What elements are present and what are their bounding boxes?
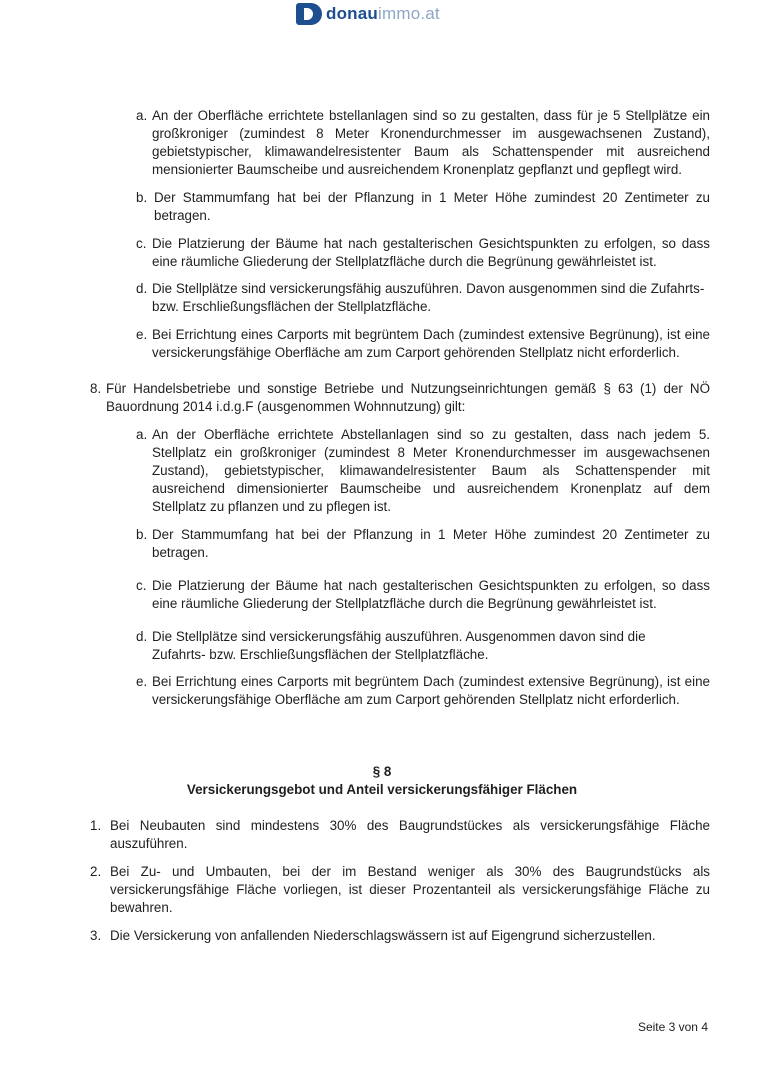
item-8: [90, 380, 710, 416]
list-label: a.: [136, 427, 148, 442]
list-text: Der Stammumfang hat bei der Pflanzung in 1 Meter Höhe zumindest 20 Zentimeter zu betragen.: [152, 527, 710, 560]
list7-item-b: [136, 189, 710, 225]
logo-suffix: immo.at: [378, 4, 440, 23]
list-label: 3.: [90, 928, 102, 943]
list-text: Bei Zu- und Umbauten, bei der im Bestand weniger als 30% des Baugrundstücks als versickerungsfähige Fläche vorliegen, ist dieser Prozentanteil als versickerungsfähige Fläche zu bewahren.: [110, 864, 710, 915]
list-label: 1.: [90, 818, 102, 833]
section-title: Versickerungsgebot und Anteil versickerungsfähiger Flächen: [186, 782, 578, 797]
list-label: c.: [136, 578, 147, 593]
list7-item-c: [136, 235, 710, 271]
list-text: Die Versickerung von anfallenden Niederschlagswässern ist auf Eigengrund sicherzustellen.: [110, 928, 656, 943]
list7-item-d: [136, 280, 710, 316]
list-label: d.: [136, 629, 148, 644]
list-text: An der Oberfläche errichtete Abstellanlagen sind so zu gestalten, dass nach jedem 5. Stellplatz ein großkroniger (zumindest 8 Meter Kronendurchmesser im ausgewachsenen Zustand), gebietstypischer, klimawandelresistenter Baum als Schattenspender mit ausreichend dimensionierter Baumscheibe und ausreichendem Kronenplatz auf dem Stellplatz zu pflanzen und zu pflegen ist.: [152, 427, 710, 514]
list-label: 8.: [90, 381, 102, 396]
list8-item-c: [136, 577, 710, 613]
section8-item-3: [90, 927, 710, 945]
list7-item-a: [136, 107, 710, 179]
list-text: Die Platzierung der Bäume hat nach gestalterischen Gesichtspunkten zu erfolgen, so dass eine räumliche Gliederung der Stellplatzfläche durch die Begrünung gewährleistet ist.: [152, 236, 710, 269]
logo-text: [326, 4, 440, 24]
list-label: c.: [136, 236, 147, 251]
list-text: Die Stellplätze sind versickerungsfähig auszuführen. Davon ausgenommen sind die Zufahrts- bzw. Erschließungsflächen der Stellplatzfläche.: [152, 281, 705, 314]
list-text: Bei Errichtung eines Carports mit begrüntem Dach (zumindest extensive Begrünung), ist eine versickerungsfähige Oberfläche am zum Carport gehörenden Stellplatz nicht erforderlich.: [152, 674, 710, 707]
list-text: Die Platzierung der Bäume hat nach gestalterischen Gesichtspunkten zu erfolgen, so dass eine räumliche Gliederung der Stellplatzfläche durch die Begrünung gewährleistet ist.: [152, 578, 710, 611]
list-text: Für Handelsbetriebe und sonstige Betriebe und Nutzungseinrichtungen gemäß § 63 (1) der NÖ Bauordnung 2014 i.d.g.F (ausgenommen Wohnnutzung) gilt:: [106, 381, 710, 414]
donauimmo-logo: [296, 2, 440, 26]
list-label: a.: [136, 108, 148, 123]
list-label: b.: [136, 527, 148, 542]
list-text: Die Stellplätze sind versickerungsfähig auszuführen. Ausgenommen davon sind die Zufahrts- bzw. Erschließungsflächen der Stellplatzfläche.: [152, 629, 646, 662]
list8-item-d: [136, 628, 656, 664]
list7-item-e: [136, 326, 710, 362]
list-text: Bei Neubauten sind mindestens 30% des Baugrundstückes als versickerungsfähige Fläche auszuführen.: [110, 818, 710, 851]
list8-item-a: [136, 426, 710, 516]
list-text: An der Oberfläche errichtete bstellanlagen sind so zu gestalten, dass für je 5 Stellplätze ein großkroniger (zumindest 8 Meter Kronendurchmesser im ausgewachsenen Zustand), gebietstypischer, klimawandelresistenter Baum als Schattenspender mit ausreichend mensionierter Baumscheibe und ausreichendem Kronenplatz gepflanzt und gepflegt wird.: [152, 108, 710, 177]
list-label: b.: [136, 190, 148, 205]
section-number: § 8: [372, 764, 392, 779]
section8-item-1: [90, 817, 710, 853]
logo-mark-icon: [296, 3, 322, 25]
list8-item-b: [136, 526, 710, 562]
list-label: e.: [136, 327, 148, 342]
list-text: Der Stammumfang hat bei der Pflanzung in 1 Meter Höhe zumindest 20 Zentimeter zu betragen.: [154, 190, 710, 223]
section8-item-2: [90, 863, 710, 917]
page-number: Seite 3 von 4: [637, 1020, 708, 1034]
list-text: Bei Errichtung eines Carports mit begrüntem Dach (zumindest extensive Begrünung), ist eine versickerungsfähige Oberfläche am zum Carport gehörenden Stellplatz nicht erforderlich.: [152, 327, 710, 360]
list8-item-e: [136, 673, 710, 709]
list-label: e.: [136, 674, 148, 689]
list-label: d.: [136, 281, 148, 296]
list-label: 2.: [90, 864, 102, 879]
logo-brand: donau: [326, 4, 378, 23]
